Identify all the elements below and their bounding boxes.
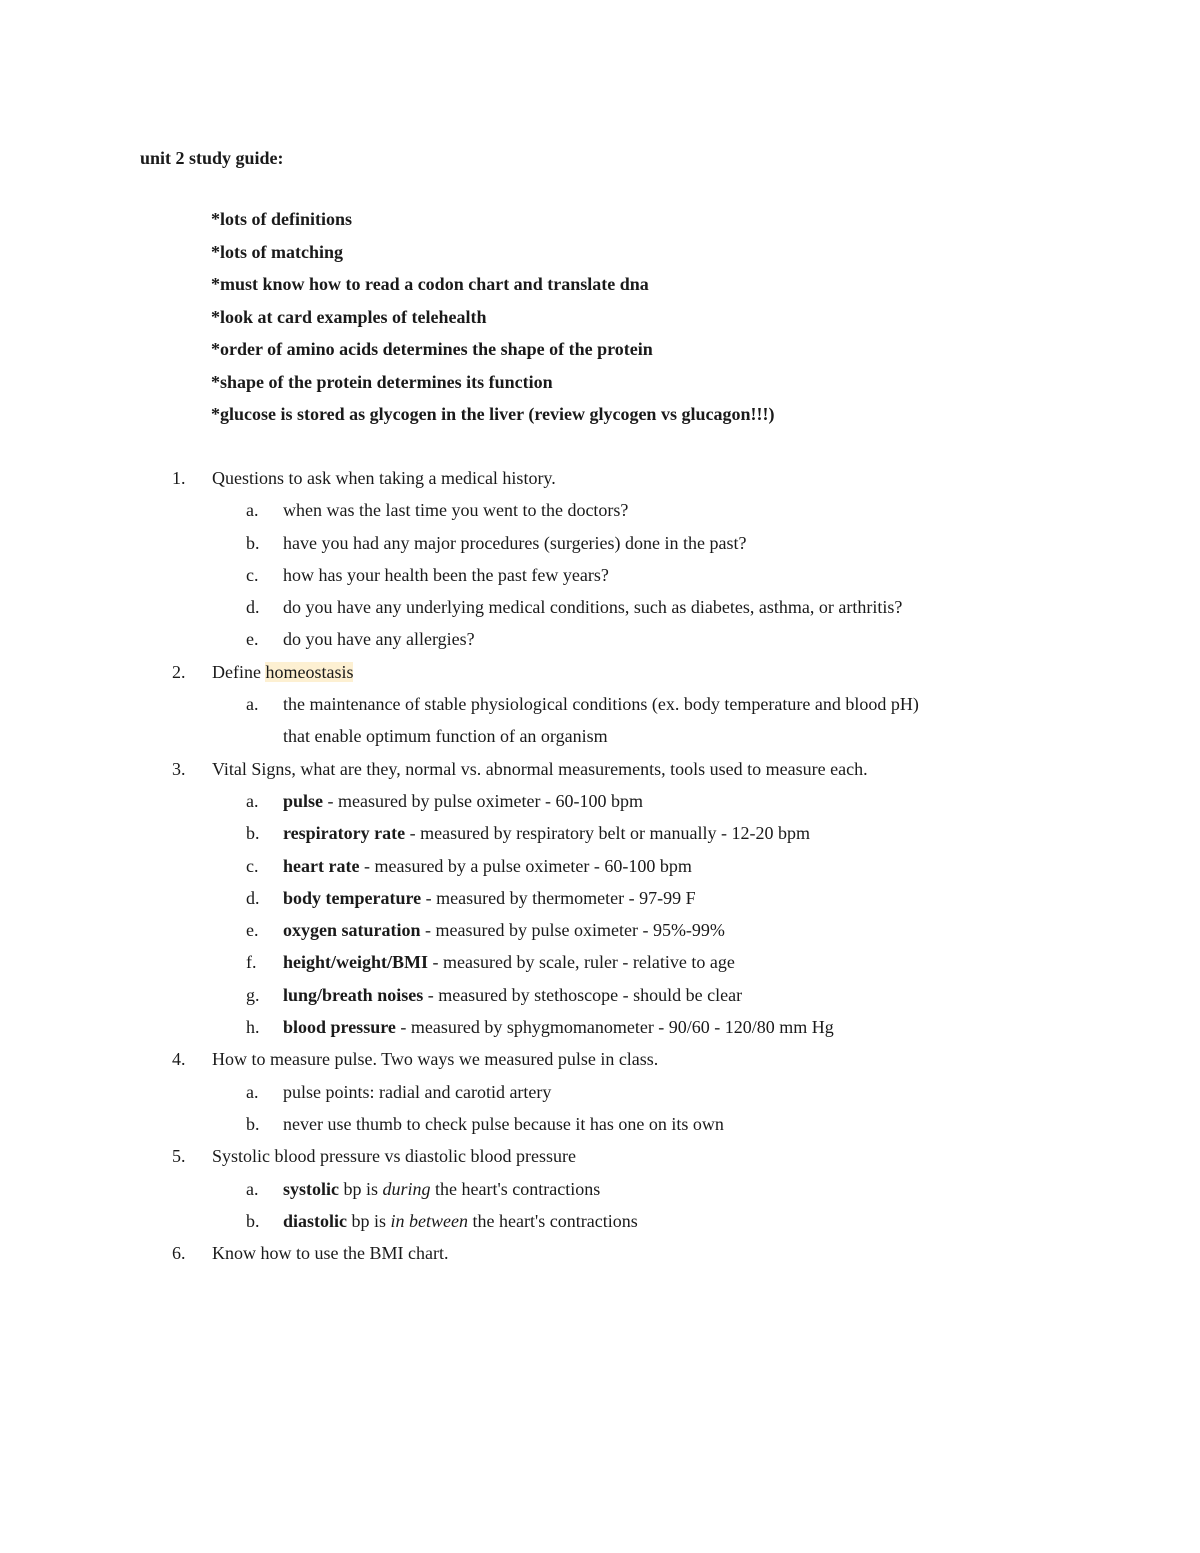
item-letter: e.	[246, 629, 259, 650]
vital-sign-term: heart rate	[283, 855, 360, 876]
key-point: *lots of definitions	[211, 209, 353, 229]
vital-sign-term: body temperature	[283, 887, 422, 908]
item-text: when was the last time you went to the doctors?	[283, 500, 629, 521]
list-item	[140, 854, 1100, 886]
item-text	[283, 821, 810, 845]
vital-sign-desc: - measured by pulse oximeter - 60-100 bpm	[323, 790, 643, 811]
item-text	[283, 854, 692, 878]
question-5	[140, 1144, 1100, 1176]
item-text: do you have any allergies?	[283, 629, 475, 650]
list-item	[140, 1209, 1100, 1241]
question-number: 4.	[172, 1049, 186, 1070]
vital-sign-term: oxygen saturation	[283, 920, 421, 941]
question-3	[140, 757, 1100, 789]
list-item	[140, 1015, 1100, 1047]
item-text: that enable optimum function of an organism	[283, 726, 608, 747]
item-letter: a.	[246, 790, 259, 811]
item-letter: a.	[246, 694, 259, 715]
item-letter: e.	[246, 920, 259, 941]
list-item	[140, 918, 1100, 950]
bp-emphasis: in between	[390, 1210, 469, 1231]
item-text: the maintenance of stable physiological conditions (ex. body temperature and blood pH)	[283, 694, 919, 715]
vital-sign-desc: - measured by thermometer - 97-99 F	[421, 887, 696, 908]
item-letter: h.	[246, 1017, 260, 1038]
vital-sign-term: height/weight/BMI	[283, 952, 429, 973]
question-number: 6.	[172, 1243, 186, 1264]
list-item	[140, 1112, 1100, 1144]
key-point: *lots of matching	[211, 241, 343, 262]
list-item	[140, 1177, 1100, 1209]
question-4	[140, 1047, 1100, 1079]
item-text	[283, 950, 735, 974]
vital-sign-desc: - measured by stethoscope - should be clear	[423, 984, 743, 1005]
question-number: 5.	[172, 1146, 186, 1167]
item-letter: c.	[246, 855, 259, 876]
list-item	[140, 789, 1100, 821]
list-item	[140, 821, 1100, 853]
list-item	[140, 498, 1100, 530]
key-point: *look at card examples of telehealth	[211, 306, 487, 327]
key-point: *must know how to read a codon chart and translate dna	[211, 274, 649, 294]
item-text	[283, 1177, 600, 1201]
vital-sign-term: lung/breath noises	[283, 984, 424, 1005]
vital-sign-desc: - measured by pulse oximeter - 95%-99%	[420, 920, 725, 941]
item-letter: g.	[246, 984, 260, 1005]
item-text	[283, 918, 725, 942]
list-item	[140, 1080, 1100, 1112]
bp-mid: bp is	[347, 1210, 391, 1231]
item-text	[283, 1015, 834, 1039]
item-text: do you have any underlying medical conditions, such as diabetes, asthma, or arthritis?	[283, 597, 903, 618]
vital-sign-term: pulse	[283, 790, 324, 811]
item-text: never use thumb to check pulse because it has one on its own	[283, 1113, 724, 1134]
list-item	[140, 983, 1100, 1015]
bp-end: the heart's contractions	[468, 1210, 638, 1231]
item-letter: c.	[246, 564, 259, 585]
question-text: Know how to use the BMI chart.	[212, 1243, 449, 1264]
questions-list	[140, 466, 1100, 1273]
item-text: how has your health been the past few years?	[283, 564, 609, 585]
list-item	[140, 627, 1100, 659]
list-item	[140, 531, 1100, 563]
question-text: Questions to ask when taking a medical history.	[212, 468, 556, 488]
item-letter: b.	[246, 823, 260, 844]
vital-sign-desc: - measured by sphygmomanometer - 90/60 - 120/80 mm Hg	[395, 1017, 834, 1038]
key-point: *shape of the protein determines its function	[211, 371, 553, 392]
item-text	[283, 1209, 638, 1233]
item-letter: b.	[246, 1113, 260, 1134]
question-text: How to measure pulse. Two ways we measured pulse in class.	[212, 1049, 659, 1070]
bp-mid: bp is	[339, 1178, 383, 1199]
item-text	[283, 886, 696, 910]
item-text: pulse points: radial and carotid artery	[283, 1081, 552, 1102]
item-letter: d.	[246, 597, 260, 618]
bp-term: diastolic	[283, 1210, 348, 1231]
list-item	[140, 563, 1100, 595]
question-1	[140, 466, 1100, 498]
list-item	[140, 692, 1100, 724]
item-letter: b.	[246, 1210, 260, 1231]
item-text	[283, 983, 742, 1007]
question-number: 2.	[172, 661, 186, 682]
item-letter: a.	[246, 500, 259, 521]
question-2	[140, 660, 1100, 692]
question-text-prefix: Define	[212, 661, 266, 682]
question-text: Vital Signs, what are they, normal vs. abnormal measurements, tools used to measure each.	[212, 758, 868, 779]
key-point: *order of amino acids determines the shape of the protein	[211, 339, 653, 359]
vital-sign-desc: - measured by respiratory belt or manually - 12-20 bpm	[405, 823, 811, 844]
question-number: 3.	[172, 758, 186, 779]
vital-sign-term: blood pressure	[283, 1017, 396, 1038]
list-item	[140, 595, 1100, 627]
vital-sign-desc: - measured by scale, ruler - relative to age	[428, 952, 735, 973]
list-item-continuation	[140, 724, 1100, 756]
item-letter: f.	[246, 952, 257, 973]
document-title: unit 2 study guide:	[140, 148, 284, 168]
list-item	[140, 886, 1100, 918]
item-letter: d.	[246, 887, 260, 908]
bp-emphasis: during	[382, 1178, 431, 1199]
question-6	[140, 1241, 1100, 1273]
highlighted-term: homeostasis	[265, 661, 354, 682]
key-points-list	[211, 207, 774, 435]
item-text	[283, 789, 643, 813]
item-letter: a.	[246, 1178, 259, 1199]
question-text: Systolic blood pressure vs diastolic blood pressure	[212, 1146, 576, 1167]
bp-term: systolic	[283, 1178, 339, 1199]
list-item	[140, 950, 1100, 982]
vital-sign-desc: - measured by a pulse oximeter - 60-100 bpm	[359, 855, 692, 876]
item-letter: a.	[246, 1081, 259, 1102]
item-text: have you had any major procedures (surgeries) done in the past?	[283, 532, 747, 553]
bp-end: the heart's contractions	[430, 1178, 601, 1199]
item-letter: b.	[246, 532, 260, 553]
vital-sign-term: respiratory rate	[283, 823, 406, 844]
question-text	[212, 660, 353, 684]
question-number: 1.	[172, 468, 186, 488]
key-point: *glucose is stored as glycogen in the liver (review glycogen vs glucagon!!!)	[211, 404, 775, 424]
